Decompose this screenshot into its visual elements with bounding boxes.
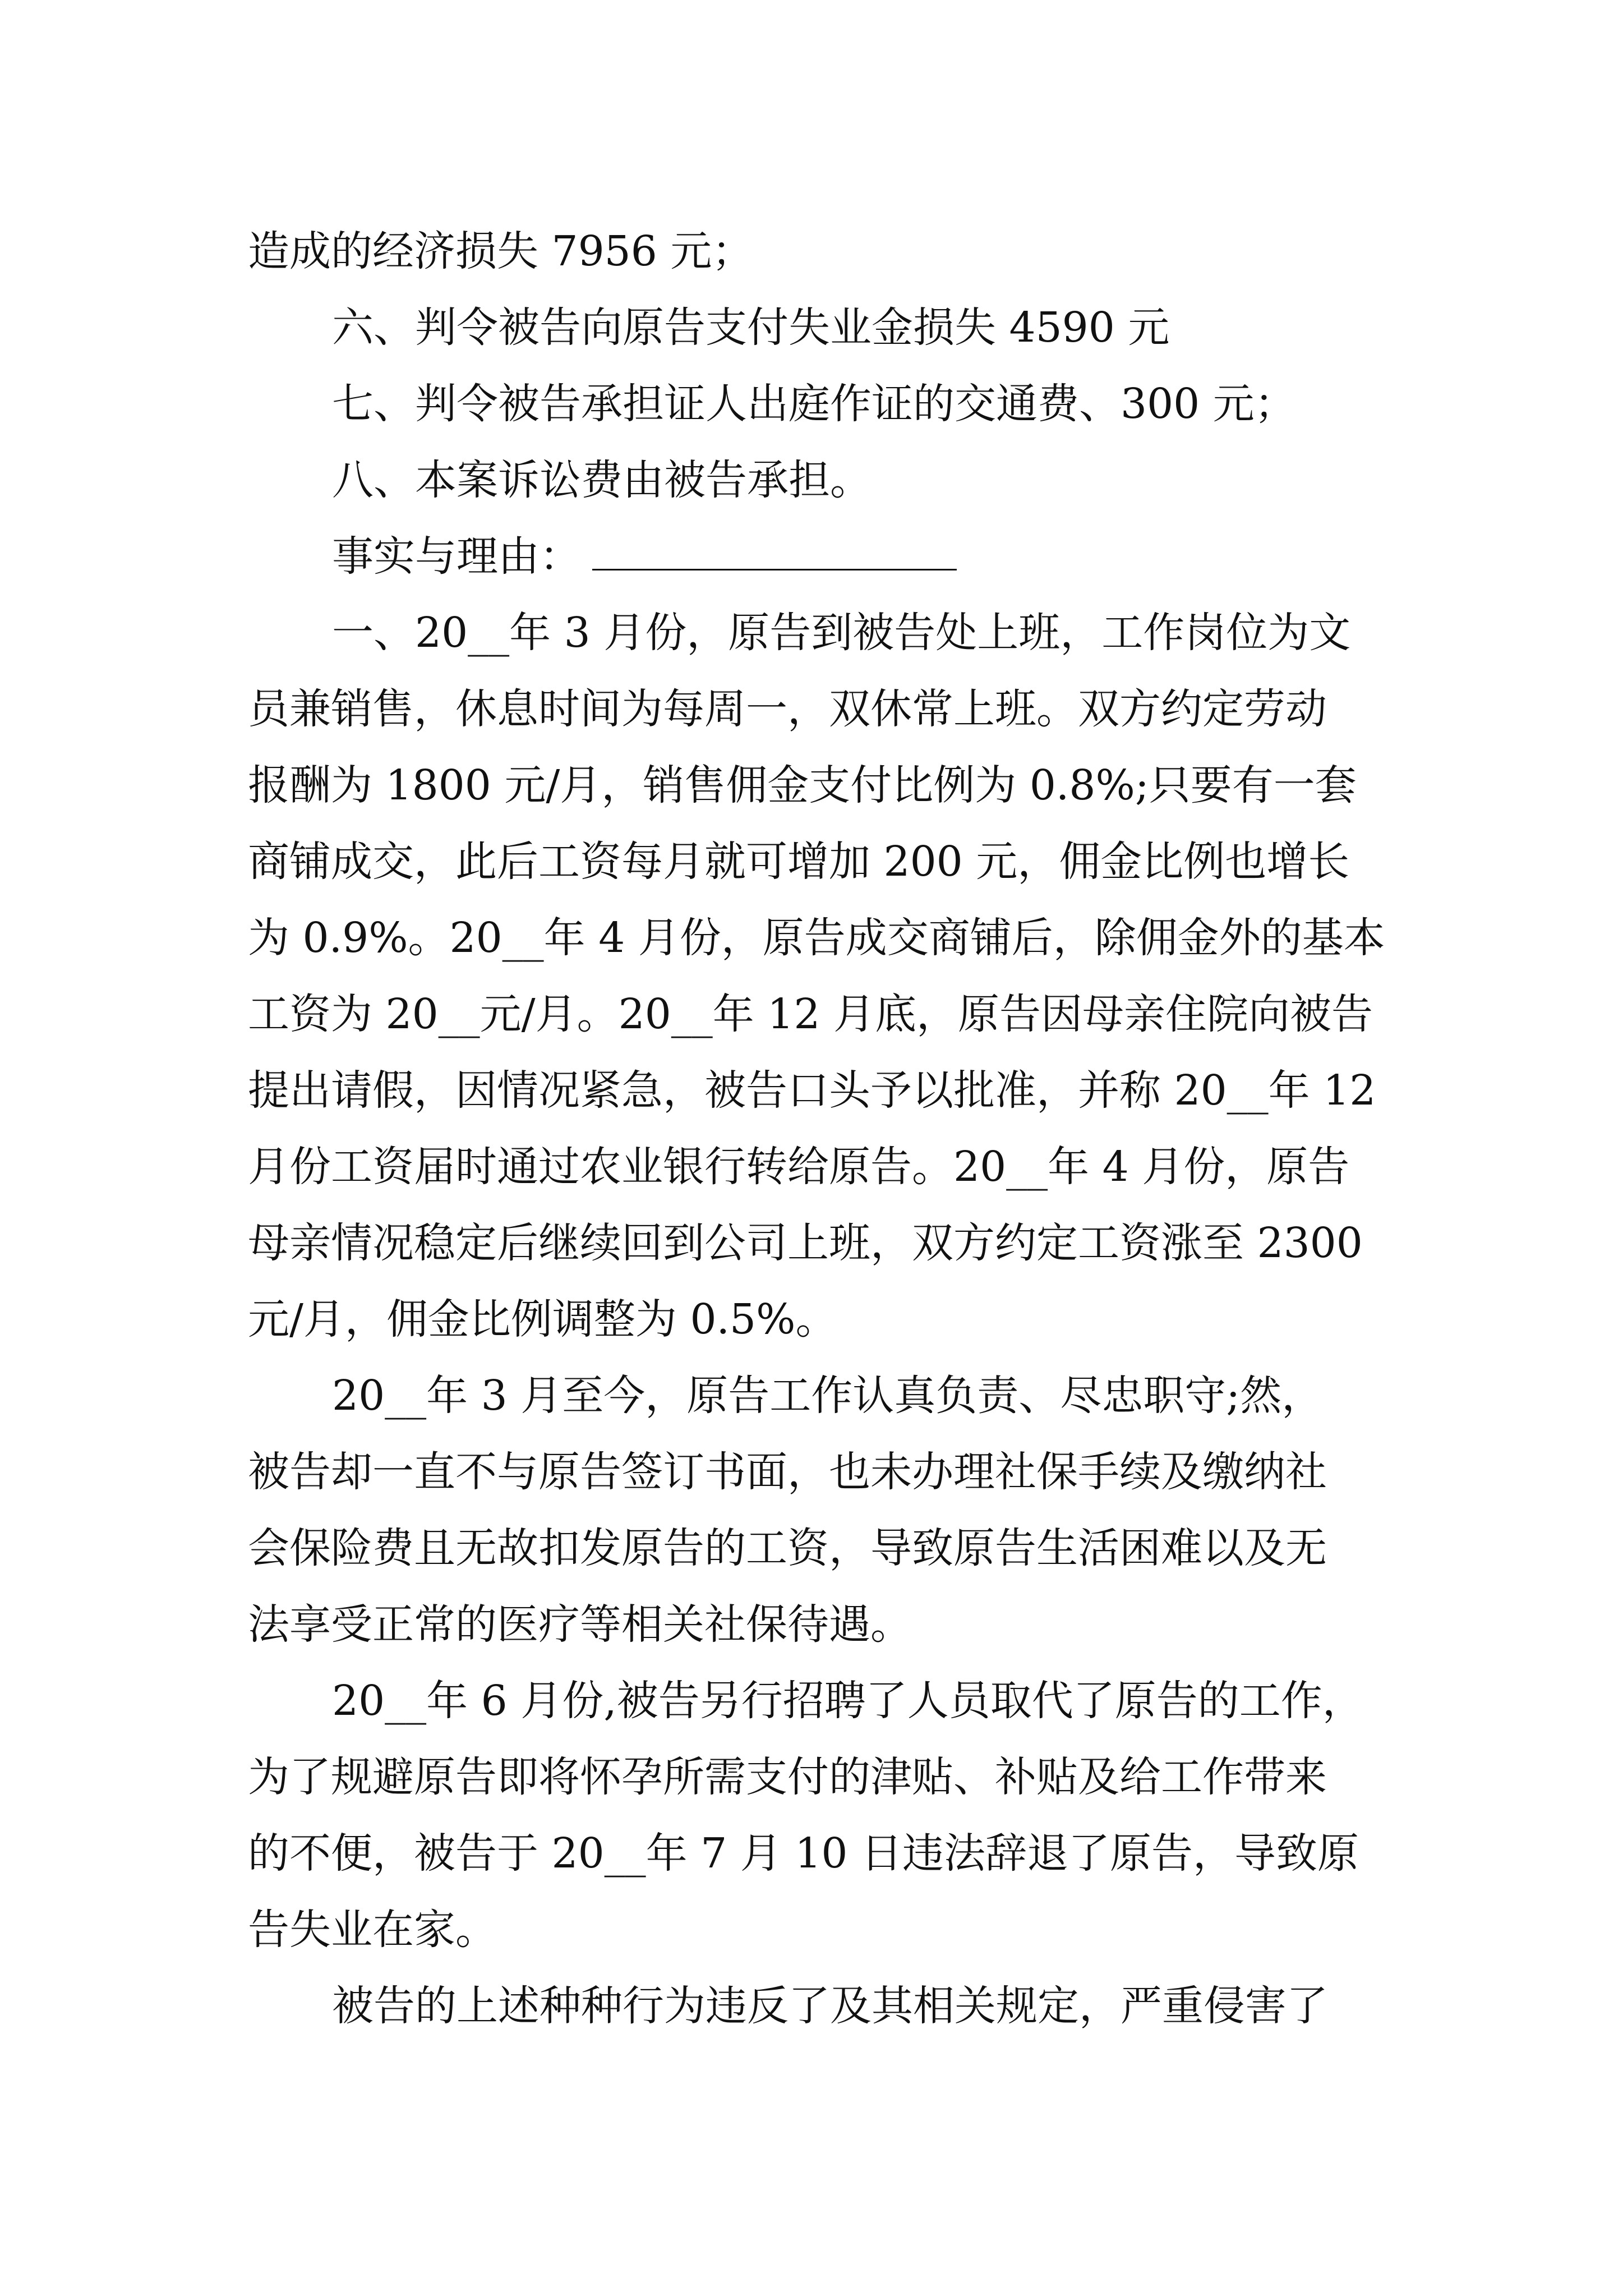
text-line: 月份工资届时通过农业银行转给原告。20__年 4 月份，原告 (248, 1143, 1350, 1191)
text-line: 为了规避原告即将怀孕所需支付的津贴、补贴及给工作带来 (248, 1753, 1327, 1801)
text-line: 造成的经济损失 7956 元； (248, 227, 754, 275)
text-line: 法享受正常的医疗等相关社保待遇。 (248, 1600, 912, 1649)
facts-heading-line (248, 518, 1386, 595)
text-line: 20__年 3 月至今，原告工作认真负责、尽忠职守;然， (332, 1372, 1324, 1420)
text-line: 商铺成交，此后工资每月就可增加 200 元，佣金比例也增长 (248, 838, 1350, 886)
claim-item-7: 七、判令被告承担证人出庭作证的交通费、300 元； (332, 380, 1296, 428)
text-line: 会保险费且无故扣发原告的工资，导致原告生活困难以及无 (248, 1524, 1327, 1572)
text-line: 一、20__年 3 月份，原告到被告处上班，工作岗位为文 (332, 609, 1351, 657)
text-line: 母亲情况稳定后继续回到公司上班，双方约定工资涨至 2300 (248, 1219, 1363, 1267)
claim-item-6: 六、判令被告向原告支付失业金损失 4590 元 (332, 303, 1170, 352)
text-line: 被告的上述种种行为违反了及其相关规定，严重侵害了 (332, 1982, 1328, 2030)
text-line: 报酬为 1800 元/月，销售佣金支付比例为 0.8%;只要有一套 (248, 761, 1357, 809)
text-line: 工资为 20__元/月。20__年 12 月底，原告因母亲住院向被告 (248, 990, 1373, 1038)
blank-underline (592, 527, 957, 570)
text-line: 员兼销售，休息时间为每周一，双休常上班。双方约定劳动 (248, 685, 1327, 733)
claim-item-8: 八、本案诉讼费由被告承担。 (332, 456, 872, 504)
text-line: 20__年 6 月份,被告另行招聘了人员取代了原告的工作， (332, 1677, 1364, 1725)
text-line: 告失业在家。 (248, 1906, 497, 1954)
text-line: 的不便，被告于 20__年 7 月 10 日违法辞退了原告，导致原 (248, 1829, 1359, 1878)
text-line: 被告却一直不与原告签订书面，也未办理社保手续及缴纳社 (248, 1448, 1327, 1496)
text-line: 提出请假，因情况紧急，被告口头予以批准，并称 20__年 12 (248, 1066, 1376, 1115)
text-line: 元/月，佣金比例调整为 0.5%。 (248, 1295, 837, 1343)
facts-heading: 事实与理由： (332, 532, 581, 581)
document-body (248, 213, 1386, 2044)
text-line: 为 0.9%。20__年 4 月份，原告成交商铺后，除佣金外的基本 (248, 914, 1385, 962)
